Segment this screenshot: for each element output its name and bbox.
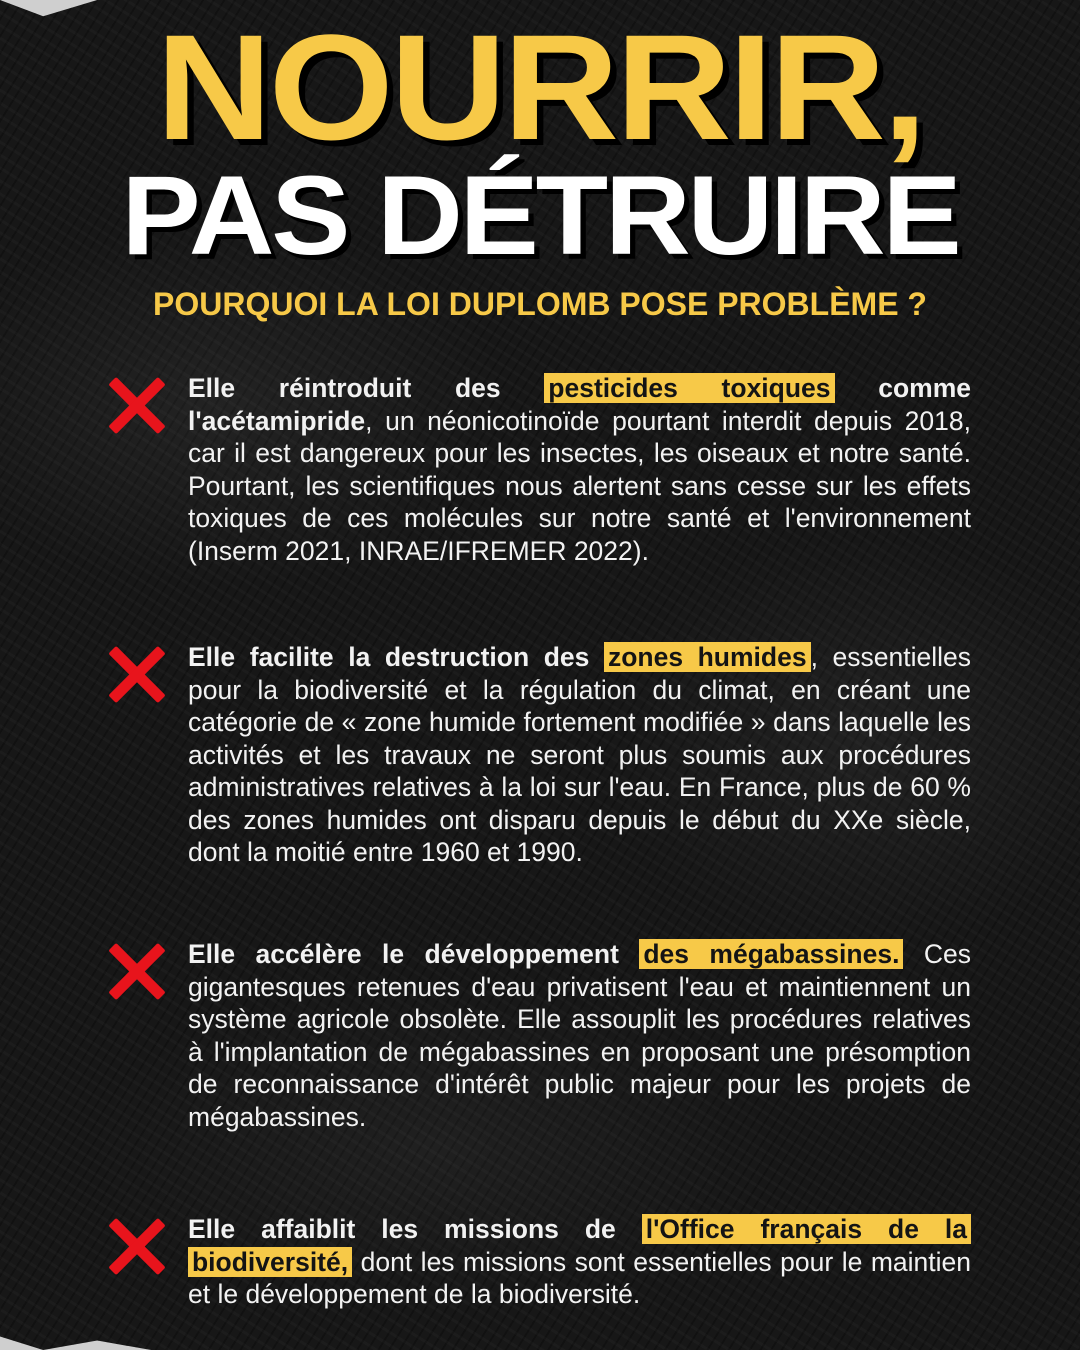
item-lead: Elle réintroduit des: [188, 373, 501, 403]
item-text: [188, 938, 971, 1133]
item-lead: Elle accélère le développement: [188, 939, 619, 969]
item-highlight: l'Office français de la biodiversité,: [188, 1214, 971, 1277]
item-text: [188, 641, 971, 869]
item-lead: Elle facilite la destruction des: [188, 642, 590, 672]
red-cross-icon: [108, 645, 166, 703]
item-lead: Elle affaiblit les missions de: [188, 1214, 616, 1244]
item-rest: dont les missions sont essentielles pour le maintien et le développement de la biodiversité.: [188, 1246, 971, 1309]
subtitle: POURQUOI LA LOI DUPLOMB POSE PROBLÈME ?: [153, 286, 927, 322]
item-highlight: pesticides toxiques: [544, 373, 834, 403]
item-text: [188, 1213, 971, 1311]
item-rest: , essentielles pour la biodiversité et la régulation du climat, en créant une catégorie de « zone humide fortement modifiée » dans laquelle les activités et les travaux ne seront plus soumis aux procédures administratives relatives à la loi sur l'eau. En France, plus de 60 % des zones humides ont disparu depuis le début du XXe siècle, dont la moitié entre 1960 et 1990.: [188, 642, 971, 867]
item-bold-after: comme l'acétamipride: [188, 373, 971, 436]
title-line-1: NOURRIR,: [156, 3, 924, 171]
red-cross-icon: [108, 376, 166, 434]
item-text: [188, 372, 971, 567]
red-cross-icon: [108, 942, 166, 1000]
red-cross-icon: [108, 1217, 166, 1275]
item-rest: , un néonicotinoïde pourtant interdit depuis 2018, car il est dangereux pour les insectes, les oiseaux et notre santé. Pourtant, les scientifiques nous alertent sans cesse sur les effets toxiques de ces molécules sur notre santé et l'environnement (Inserm 2021, INRAE/IFREMER 2022).: [188, 405, 971, 566]
item-highlight: zones humides: [604, 642, 811, 672]
item-highlight: des mégabassines.: [639, 939, 903, 969]
title-line-2: PAS DÉTRUIRE: [121, 153, 959, 278]
item-rest: Ces gigantesques retenues d'eau privatisent l'eau et maintiennent un système agricole obsolète. Elle assouplit les procédures relatives à l'implantation de mégabassines en proposant une présomption de reconnaissance d'intérêt public majeur pour les projets de mégabassines.: [188, 939, 971, 1132]
